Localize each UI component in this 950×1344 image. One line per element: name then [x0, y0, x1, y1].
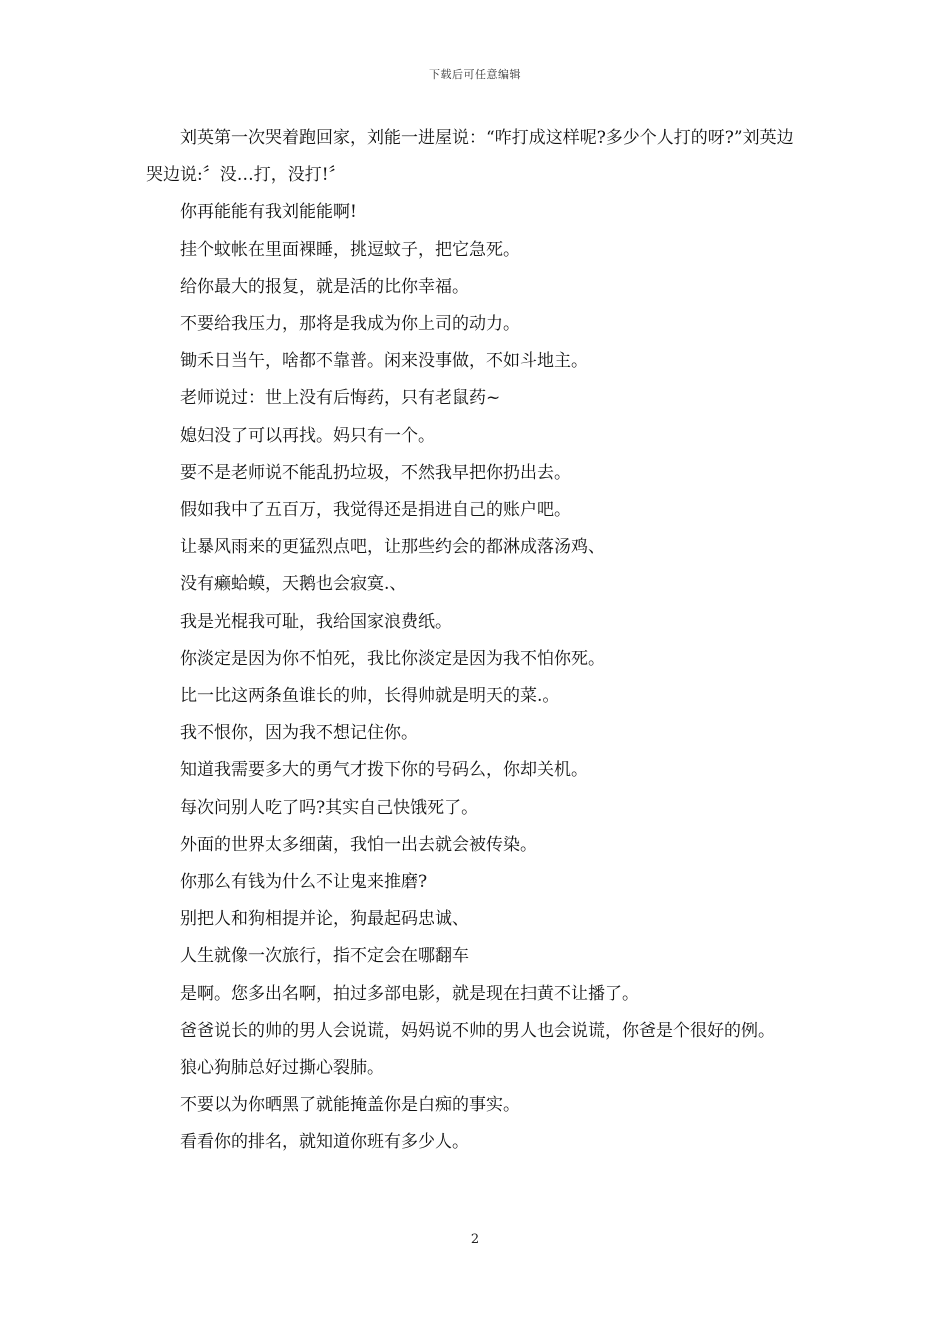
paragraph: 知道我需要多大的勇气才拨下你的号码么，你却关机。 [180, 760, 588, 781]
page-number: 2 [470, 1232, 480, 1247]
paragraph: 不要以为你晒黑了就能掩盖你是白痴的事实。 [180, 1095, 520, 1116]
document-body [146, 120, 810, 1162]
paragraph: 你淡定是因为你不怕死，我比你淡定是因为我不怕你死。 [180, 648, 605, 669]
paragraph: 看看你的排名，就知道你班有多少人。 [180, 1132, 469, 1153]
paragraph: 我不恨你，因为我不想记住你。 [180, 723, 418, 744]
paragraph: 每次问别人吃了吗?其实自己快饿死了。 [180, 797, 479, 818]
paragraph: 给你最大的报复，就是活的比你幸福。 [180, 276, 469, 297]
paragraph: 要不是老师说不能乱扔垃圾，不然我早把你扔出去。 [180, 462, 571, 483]
paragraph: 没有癞蛤蟆，天鹅也会寂寞.、 [180, 574, 407, 595]
paragraph: 是啊。您多出名啊，拍过多部电影，就是现在扫黄不让播了。 [180, 983, 639, 1004]
paragraph: 假如我中了五百万，我觉得还是捐进自己的账户吧。 [180, 500, 571, 521]
paragraph: 老师说过：世上没有后悔药，只有老鼠药~ [180, 388, 501, 409]
page-header: 下载后可任意编辑 [429, 68, 521, 81]
paragraph: 狼心狗肺总好过撕心裂肺。 [180, 1058, 384, 1079]
paragraph: 你那么有钱为什么不让鬼来推磨? [180, 872, 428, 893]
paragraph: 锄禾日当午，啥都不靠普。闲来没事做，不如斗地主。 [180, 351, 588, 372]
paragraph: 媳妇没了可以再找。妈只有一个。 [180, 425, 435, 446]
paragraph: 我是光棍我可耻，我给国家浪费纸。 [180, 611, 452, 632]
paragraph: 爸爸说长的帅的男人会说谎，妈妈说不帅的男人也会说谎，你爸是个很好的例。 [180, 1020, 775, 1041]
paragraph: 人生就像一次旅行，指不定会在哪翻车 [180, 946, 469, 967]
paragraph: 别把人和狗相提并论，狗最起码忠诚、 [180, 909, 469, 930]
paragraph: 不要给我压力，那将是我成为你上司的动力。 [180, 314, 520, 335]
paragraph: 比一比这两条鱼谁长的帅，长得帅就是明天的菜.。 [180, 686, 560, 707]
paragraph: 刘英第一次哭着跑回家，刘能一进屋说：“咋打成这样呢?多少个人打的呀?”刘英边哭边说:〞没…打，没打!〞 [146, 128, 794, 186]
paragraph: 外面的世界太多细菌，我怕一出去就会被传染。 [180, 834, 537, 855]
paragraph: 挂个蚊帐在里面裸睡，挑逗蚊子，把它急死。 [180, 239, 520, 260]
paragraph: 你再能能有我刘能能啊! [180, 202, 357, 223]
paragraph: 让暴风雨来的更猛烈点吧，让那些约会的都淋成落汤鸡、 [180, 537, 605, 558]
